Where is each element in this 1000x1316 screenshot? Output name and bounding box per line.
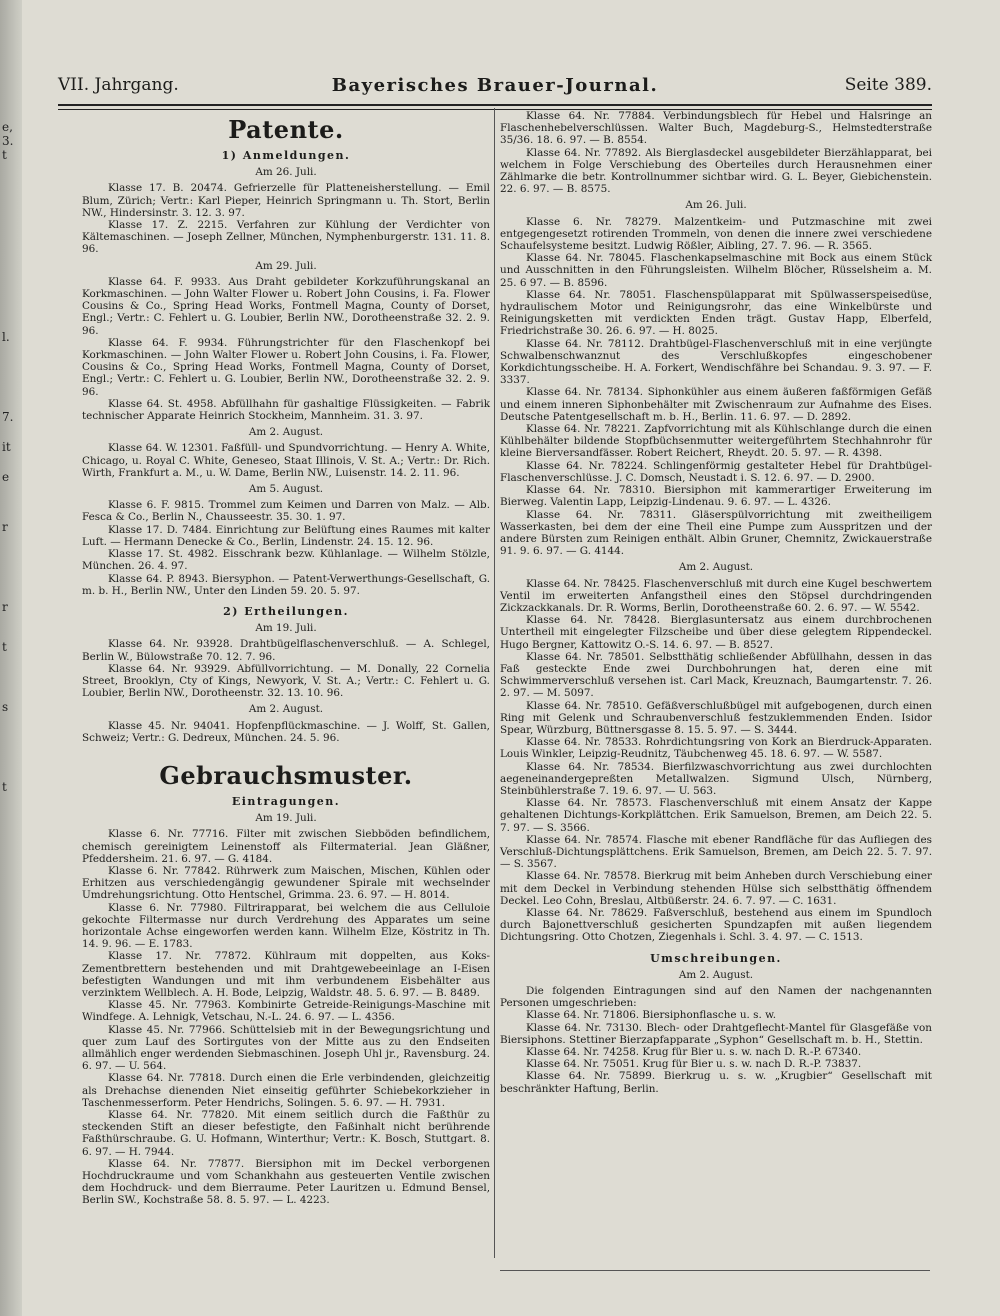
adjacent-page-margin (0, 0, 22, 1316)
eintragungen-list-continued (500, 199, 932, 943)
column-end-rule (500, 1270, 930, 1271)
date-heading: Am 2. August. (678, 968, 754, 981)
margin-fragment: e, (2, 120, 13, 134)
umschreibungen-list (500, 1009, 932, 1094)
margin-fragment: 3. (2, 134, 14, 148)
patent-entry: Klasse 64. Nr. 78629. Faßverschluß, bestehend aus einem im Spundloch durch Bajonettverschluß gesicherten Spundzapfen mit außen liegendem Dichtungsring. Otto Chotzen, Ziegenhals i. Schl. 3. 4. 97. — C. 1513. (500, 907, 932, 944)
continued-list (500, 110, 932, 195)
right-column (500, 110, 932, 1095)
patent-entry: Klasse 64. Nr. 78578. Bierkrug mit beim Anheben durch Verschiebung einer mit dem Deckel in Verbindung stehenden Hülse sich selbstthätig öffnendem Deckel. Leo Cohn, Breslau, Altbüßerstr. 24. 6. 7. 97. — C. 1631. (500, 870, 932, 907)
journal-title: Bayerisches Brauer-Journal. (331, 75, 659, 96)
margin-fragment: e (2, 470, 10, 484)
patent-entry: Klasse 64. Nr. 78310. Biersiphon mit kammerartiger Erweiterung im Bierweg. Valentin Lapp, Leipzig-Lindenau. 9. 6. 97. — L. 4326. (500, 484, 932, 509)
gebrauchsmuster-entry: Klasse 17. Nr. 77872. Kühlraum mit doppelten, aus Koks-Zementbrettern bestehenden und mit Drahtgewebeeinlage an I-Eisen befestigten Wandungen und mit ihm verbundenem Eisbehälter aus verzinktem Wellblech. A. H. Bode, Leipzig, Waldstr. 48. 5. 6. 97. — B. 8489. (82, 950, 490, 999)
gebrauchsmuster-list (82, 828, 490, 1206)
gebrauchsmuster-entry: Klasse 6. Nr. 77980. Filtrirapparat, bei welchem die aus Celluloie gekochte Filtermasse nur durch Verdrehung des Apparates um seine horizontale Achse eingeworfen werden kann. Wilhelm Elze, Köstritz in Th. 14. 9. 96. — E. 1783. (82, 901, 490, 951)
date-heading: Am 2. August. (248, 426, 324, 439)
patent-entry: Klasse 17. St. 4982. Eisschrank bezw. Kühlanlage. — Wilhelm Stölzle, München. 26. 4. 97. (82, 548, 490, 573)
umschreibung-entry: Klasse 64. Nr. 74258. Krug für Bier u. s. w. nach D. R.-P. 67340. (526, 1046, 862, 1059)
date-heading: Am 19. Juli. (255, 812, 317, 825)
gebrauchsmuster-title: Gebrauchsmuster. (159, 760, 413, 790)
patent-entry: Klasse 64. P. 8943. Biersyphon. — Patent-Verwerthungs-Gesellschaft, G. m. b. H., Berlin NW., Unter den Linden 59. 20. 5. 97. (82, 572, 490, 597)
patent-entry: Klasse 6. Nr. 78279. Malzentkeim- und Putzmaschine mit zwei entgegengesetzt rotirenden Trommeln, von denen die innere zwei verschiedene Schaufelsysteme besitzt. Ludwig Rößler, Aibling, 27. 7. 96. — R. 3565. (500, 215, 932, 253)
margin-fragment: s (2, 700, 9, 714)
margin-fragment: r (2, 600, 8, 614)
patent-entry: Klasse 64. Nr. 78051. Flaschenspülapparat mit Spülwasserspeisedüse, hydraulischem Motor und Reinigungsrohr, das eine Winkelbürste und Reinigungsketten mit verdickten Enden trägt. Gustav Happ, Elberfeld, Friedrichstraße 30. 26. 6. 97. — H. 8025. (500, 288, 932, 338)
gebrauchsmuster-entry: Klasse 6. Nr. 77842. Rührwerk zum Maischen, Mischen, Kühlen oder Erhitzen aus verschiedengängig gewundener Spirale mit wechselnder Umdrehungsrichtung. Otto Hentschel, Grimma. 23. 6. 97. — H. 8014. (82, 864, 490, 902)
gebrauchsmuster-entry: Klasse 64. Nr. 77877. Biersiphon mit im Deckel verborgenen Hochdruckraume und vom Schankhahn aus gesteuerten Ventile zwischen dem Hochdruck- und dem Bierraume. Peter Lauritzen u. Edmund Bensel, Berlin SW., Kochstraße 58. 8. 5. 97. — L. 4223. (82, 1157, 490, 1207)
patent-entry: Klasse 64. Nr. 78534. Bierfilzwaschvorrichtung aus zwei durchlochten aegeneinandergepreßten Metallwalzen. Sigmund Ulsch, Nürnberg, Steinbühlerstraße 7. 19. 6. 97. — U. 563. (500, 760, 932, 797)
patent-entry: Klasse 64. St. 4958. Abfüllhahn für gashaltige Flüssigkeiten. — Fabrik technischer Apparate Heinrich Stockheim, Mannheim. 31. 3. 97. (82, 397, 490, 423)
page-header (58, 75, 932, 101)
date-heading: Am 19. Juli. (255, 622, 317, 635)
patent-entry: Klasse 64. Nr. 78224. Schlingenförmig gestalteter Hebel für Drahtbügel-Flaschenverschlüsse. J. C. Domsch, Neustadt i. S. 12. 6. 97. — D. 2900. (500, 459, 932, 484)
margin-fragment: it (2, 440, 11, 454)
patent-entry: Klasse 64. Nr. 78311. Gläserspülvorrichtung mit zweitheiligem Wasserkasten, bei dem der eine Theil eine Pumpe zum Ausspritzen und der andere Bürsten zum Reinigen enthält. Albin Gruner, Chemnitz, Zwickauerstraße 91. 9. 6. 97. — G. 4144. (500, 508, 932, 558)
umschreibungen-intro: Die folgenden Eintragungen sind auf den Namen der nachgenannten Personen umgeschrieben: (500, 985, 932, 1010)
patent-entry: Klasse 17. B. 20474. Gefrierzelle für Platteneisherstellung. — Emil Blum, Zürich; Vertr.: Karl Pieper, Heinrich Springmann u. Th. Stort, Berlin NW., Hindersinstr. 3. 12. 3. 97. (82, 182, 490, 219)
patente-title: Patente. (228, 115, 344, 144)
patent-entry: Klasse 45. Nr. 94041. Hopfenpflückmaschine. — J. Wolff, St. Gallen, Schweiz; Vertr.: G. Dedreux, München. 24. 5. 96. (82, 719, 490, 744)
anmeldungen-heading: 1) Anmeldungen. (221, 149, 351, 162)
margin-fragment: r (2, 520, 8, 534)
patent-entry: Klasse 64. F. 9934. Führungstrichter für den Flaschenkopf bei Korkmaschinen. — John Walter Flower u. Robert John Cousins, i. Fa. Flower, Cousins & Co., Spring Head Works, Fontmell Magna, County of Dorset, Engl.; Vertr.: C. Fehlert u. G. Loubier, Berlin NW., Dorotheenstraße 32. 2. 9. 96. (82, 336, 490, 398)
patent-entry: Klasse 64. Nr. 78428. Bierglasuntersatz aus einem durchbrochenen Untertheil mit eingelegter Filzscheibe und über diese gelegtem Rippendeckel. Hugo Bergner, Kattowitz O.-S. 14. 6. 97. — B. 8527. (500, 614, 932, 651)
margin-fragment: t (2, 780, 7, 794)
patent-entry: Klasse 64. Nr. 78501. Selbstthätig schließender Abfüllhahn, dessen in das Faß gesteckte Ende zwei Durchbohrungen hat, deren eine mit Schwimmerverschluß versehen ist. Carl Mack, Kreuznach, Baumgartenstr. 7. 26. 2. 97. — M. 5097. (500, 650, 932, 700)
patent-entry: Klasse 64. Nr. 78221. Zapfvorrichtung mit als Kühlschlange durch die einen Kühlbehälter bildende Stopfbüchsenmutter weitergeführtem Stechhahnrohr für kleine Bierversandfässer. Robert Reichert, Rheydt. 20. 5. 97. — R. 4398. (500, 423, 932, 460)
patent-entry: Klasse 64. W. 12301. Faßfüll- und Spundvorrichtung. — Henry A. White, Chicago, u. Royal C. White, Geneseo, Staat Illinois, V. St. A.; Vertr.: Dr. Rich. Wirth, Frankfurt a. M., u. W. Dame, Berlin NW., Luisenstr. 14. 2. 11. 96. (82, 442, 490, 479)
patent-entry: Klasse 64. Nr. 78045. Flaschenkapselmaschine mit Bock aus einem Stück und Ausschnitten in den Führungsleisten. Wilhelm Blöcher, Rüsselsheim a. M. 25. 6 97. — B. 8596. (500, 252, 932, 289)
margin-fragment: 7. (2, 410, 14, 424)
patent-entry: Klasse 64. Nr. 78112. Drahtbügel-Flaschenverschluß mit in eine verjüngte Schwalbenschwanznut des Verschlußkopfes eingeschobener Korkdichtungsscheibe. H. A. Forkert, Wendischfähre bei Schandau. 9. 3. 97. — F. 3337. (500, 337, 932, 387)
gebrauchsmuster-entry: Klasse 64. Nr. 77892. Als Bierglasdeckel ausgebildeter Bierzählapparat, bei welchem in Folge Verschiebung des Oberteiles durch Herausnehmen einer Zählmarke die betr. Kontrollnummer sichtbar wird. G. L. Beyer, Giebichenstein. 22. 6. 97. — B. 8575. (500, 146, 932, 196)
volume-label: VII. Jahrgang. (58, 75, 179, 95)
patent-entry: Klasse 64. F. 9933. Aus Draht gebildeter Korkzuführungskanal an Korkmaschinen. — John Walter Flower u. Robert John Cousins, i. Fa. Flower Cousins & Co., Spring Head Works, Fontmell Magna, County of Dorset, Engl.; Vertr.: C. Fehlert u. G. Loubier, Berlin NW., Dorotheenstraße 32. 2. 9. 96. (82, 275, 490, 337)
patent-entry: Klasse 64. Nr. 78574. Flasche mit ebener Randfläche für das Aufliegen des Verschluß-Dichtungsplättchens. Erik Samuelson, Bremen, am Deich 22. 5. 7. 97. — S. 3567. (500, 833, 932, 871)
date-heading: Am 29. Juli. (255, 259, 317, 272)
umschreibungen-heading: Umschreibungen. (650, 951, 782, 965)
gebrauchsmuster-entry: Klasse 45. Nr. 77966. Schüttelsieb mit in der Bewegungsrichtung und quer zum Lauf des Sortirgutes von der Mitte aus zu den Endseiten allmählich enger werdenden Siebmaschinen. Joseph Uhl jr., Ravensburg. 24. 6. 97. — U. 564. (82, 1023, 490, 1073)
patent-entry: Klasse 17. D. 7484. Einrichtung zur Belüftung eines Raumes mit kalter Luft. — Hermann Denecke & Co., Berlin, Lindenstr. 24. 15. 12. 96. (82, 523, 490, 548)
page-number: Seite 389. (844, 75, 932, 95)
umschreibung-entry: Klasse 64. Nr. 73130. Blech- oder Drahtgeflecht-Mantel für Glasgefäße von Biersiphons. Stettiner Bierzapfapparate „Syphon“ Gesellschaft m. b. H., Stettin. (500, 1021, 932, 1046)
umschreibung-entry: Klasse 64. Nr. 75051. Krug für Bier u. s. w. nach D. R.-P. 73837. (526, 1058, 862, 1071)
gebrauchsmuster-entry: Klasse 64. Nr. 77884. Verbindungsblech für Hebel und Halsringe an Flaschenhebelverschlüssen. Walter Buch, Magdeburg-S., Helmstedterstraße 35/36. 18. 6. 97. — B. 8554. (500, 110, 932, 147)
date-heading: Am 26. Juli. (255, 166, 317, 179)
date-heading: Am 26. Juli. (685, 199, 747, 212)
eintragungen-heading: Eintragungen. (231, 794, 341, 808)
margin-fragment: t (2, 148, 7, 162)
ertheilungen-heading: 2) Ertheilungen. (223, 604, 349, 618)
patent-entry: Klasse 64. Nr. 78134. Siphonkühler aus einem äußeren faßförmigen Gefäß und einem inneren Siphonbehälter mit Zwischenraum zur Aufnahme des Eises. Deutsche Patentgesellschaft m. b. H., Berlin. 11. 6. 97. — D. 2892. (500, 386, 932, 423)
gebrauchsmuster-entry: Klasse 64. Nr. 77820. Mit einem seitlich durch die Faßthür zu steckenden Stift an dieser befestigte, den Faßinhalt nicht berührende Faßthürschraube. G. U. Hofmann, Winterthur; Vertr.: K. Bosch, Stuttgart. 8. 6. 97. — H. 7944. (82, 1109, 490, 1158)
left-column (82, 110, 490, 1207)
date-heading: Am 2. August. (678, 561, 754, 574)
umschreibung-entry: Klasse 64. Nr. 71806. Biersiphonflasche u. s. w. (526, 1009, 777, 1022)
patent-entry: Klasse 17. Z. 2215. Verfahren zur Kühlung der Verdichter von Kältemaschinen. — Joseph Zellner, München, Nymphenburgerstr. 131. 11. 8. 96. (82, 219, 490, 256)
umschreibung-entry: Klasse 64. Nr. 75899. Bierkrug u. s. w. „Krugbier“ Gesellschaft mit beschränkter Haftung, Berlin. (500, 1070, 932, 1095)
date-heading: Am 5. August. (248, 483, 324, 496)
anmeldungen-list (82, 166, 490, 597)
ertheilungen-list (82, 622, 490, 744)
patent-entry: Klasse 64. Nr. 78573. Flaschenverschluß mit einem Ansatz der Kappe gehaltenen Dichtungs-Korkplättchen. Erik Samuelson, Bremen, am Deich 22. 5. 7. 97. — S. 3566. (500, 797, 932, 834)
date-heading: Am 2. August. (248, 703, 324, 716)
gebrauchsmuster-entry: Klasse 45. Nr. 77963. Kombinirte Getreide-Reinigungs-Maschine mit Windfege. A. Lehnigk, Vetschau, N.-L. 24. 6. 97. — L. 4356. (82, 999, 490, 1024)
patent-entry: Klasse 6. F. 9815. Trommel zum Keimen und Darren von Malz. — Alb. Fesca & Co., Berlin N., Chausseestr. 35. 30. 1. 97. (82, 499, 490, 524)
patent-entry: Klasse 64. Nr. 78510. Gefäßverschlußbügel mit aufgebogenen, durch einen Ring mit Gelenk und Schraubenverschluß festzuklemmenden Enden. Isidor Spear, Würzburg, Büttnersgasse 8. 15. 5. 97. — S. 3444. (500, 699, 932, 736)
patent-entry: Klasse 64. Nr. 93928. Drahtbügelflaschenverschluß. — A. Schlegel, Berlin W., Bülowstraße 70. 12. 7. 96. (82, 638, 490, 663)
gebrauchsmuster-entry: Klasse 64. Nr. 77818. Durch einen die Erle verbindenden, gleichzeitig als Drehachse dienenden Niet einseitig geführter Schiebekorkzieher in Taschenmesserform. Peter Hendrichs, Solingen. 5. 6. 97. — H. 7931. (82, 1072, 490, 1109)
patent-entry: Klasse 64. Nr. 78425. Flaschenverschluß mit durch eine Kugel beschwertem Ventil im erweiterten Anfangstheil eines den Stöpsel durchdringenden Zickzackkanals. Dr. R. Worms, Berlin, Dorotheenstraße 60. 2. 6. 97. — W. 5542. (500, 577, 932, 614)
margin-fragment: t (2, 640, 7, 654)
patent-entry: Klasse 64. Nr. 78533. Rohrdichtungsring von Kork an Bierdruck-Apparaten. Louis Winkler, Leipzig-Reudnitz, Täubchenweg 45. 18. 6. 97. — W. 5587. (500, 736, 932, 761)
gebrauchsmuster-entry: Klasse 6. Nr. 77716. Filter mit zwischen Siebböden befindlichem, chemisch gereinigtem Leinenstoff als Filtermaterial. Jean Gläßner, Pfeddersheim. 21. 6. 97. — G. 4184. (82, 828, 490, 865)
column-divider (494, 108, 495, 1258)
patent-entry: Klasse 64. Nr. 93929. Abfüllvorrichtung. — M. Donally, 22 Cornelia Street, Brooklyn, Cty of Kings, Newyork, V. St. A.; Vertr.: C. Fehlert u. G. Loubier, Berlin NW., Dorotheenstr. 32. 13. 10. 96. (82, 662, 490, 700)
margin-fragment: l. (2, 330, 10, 344)
